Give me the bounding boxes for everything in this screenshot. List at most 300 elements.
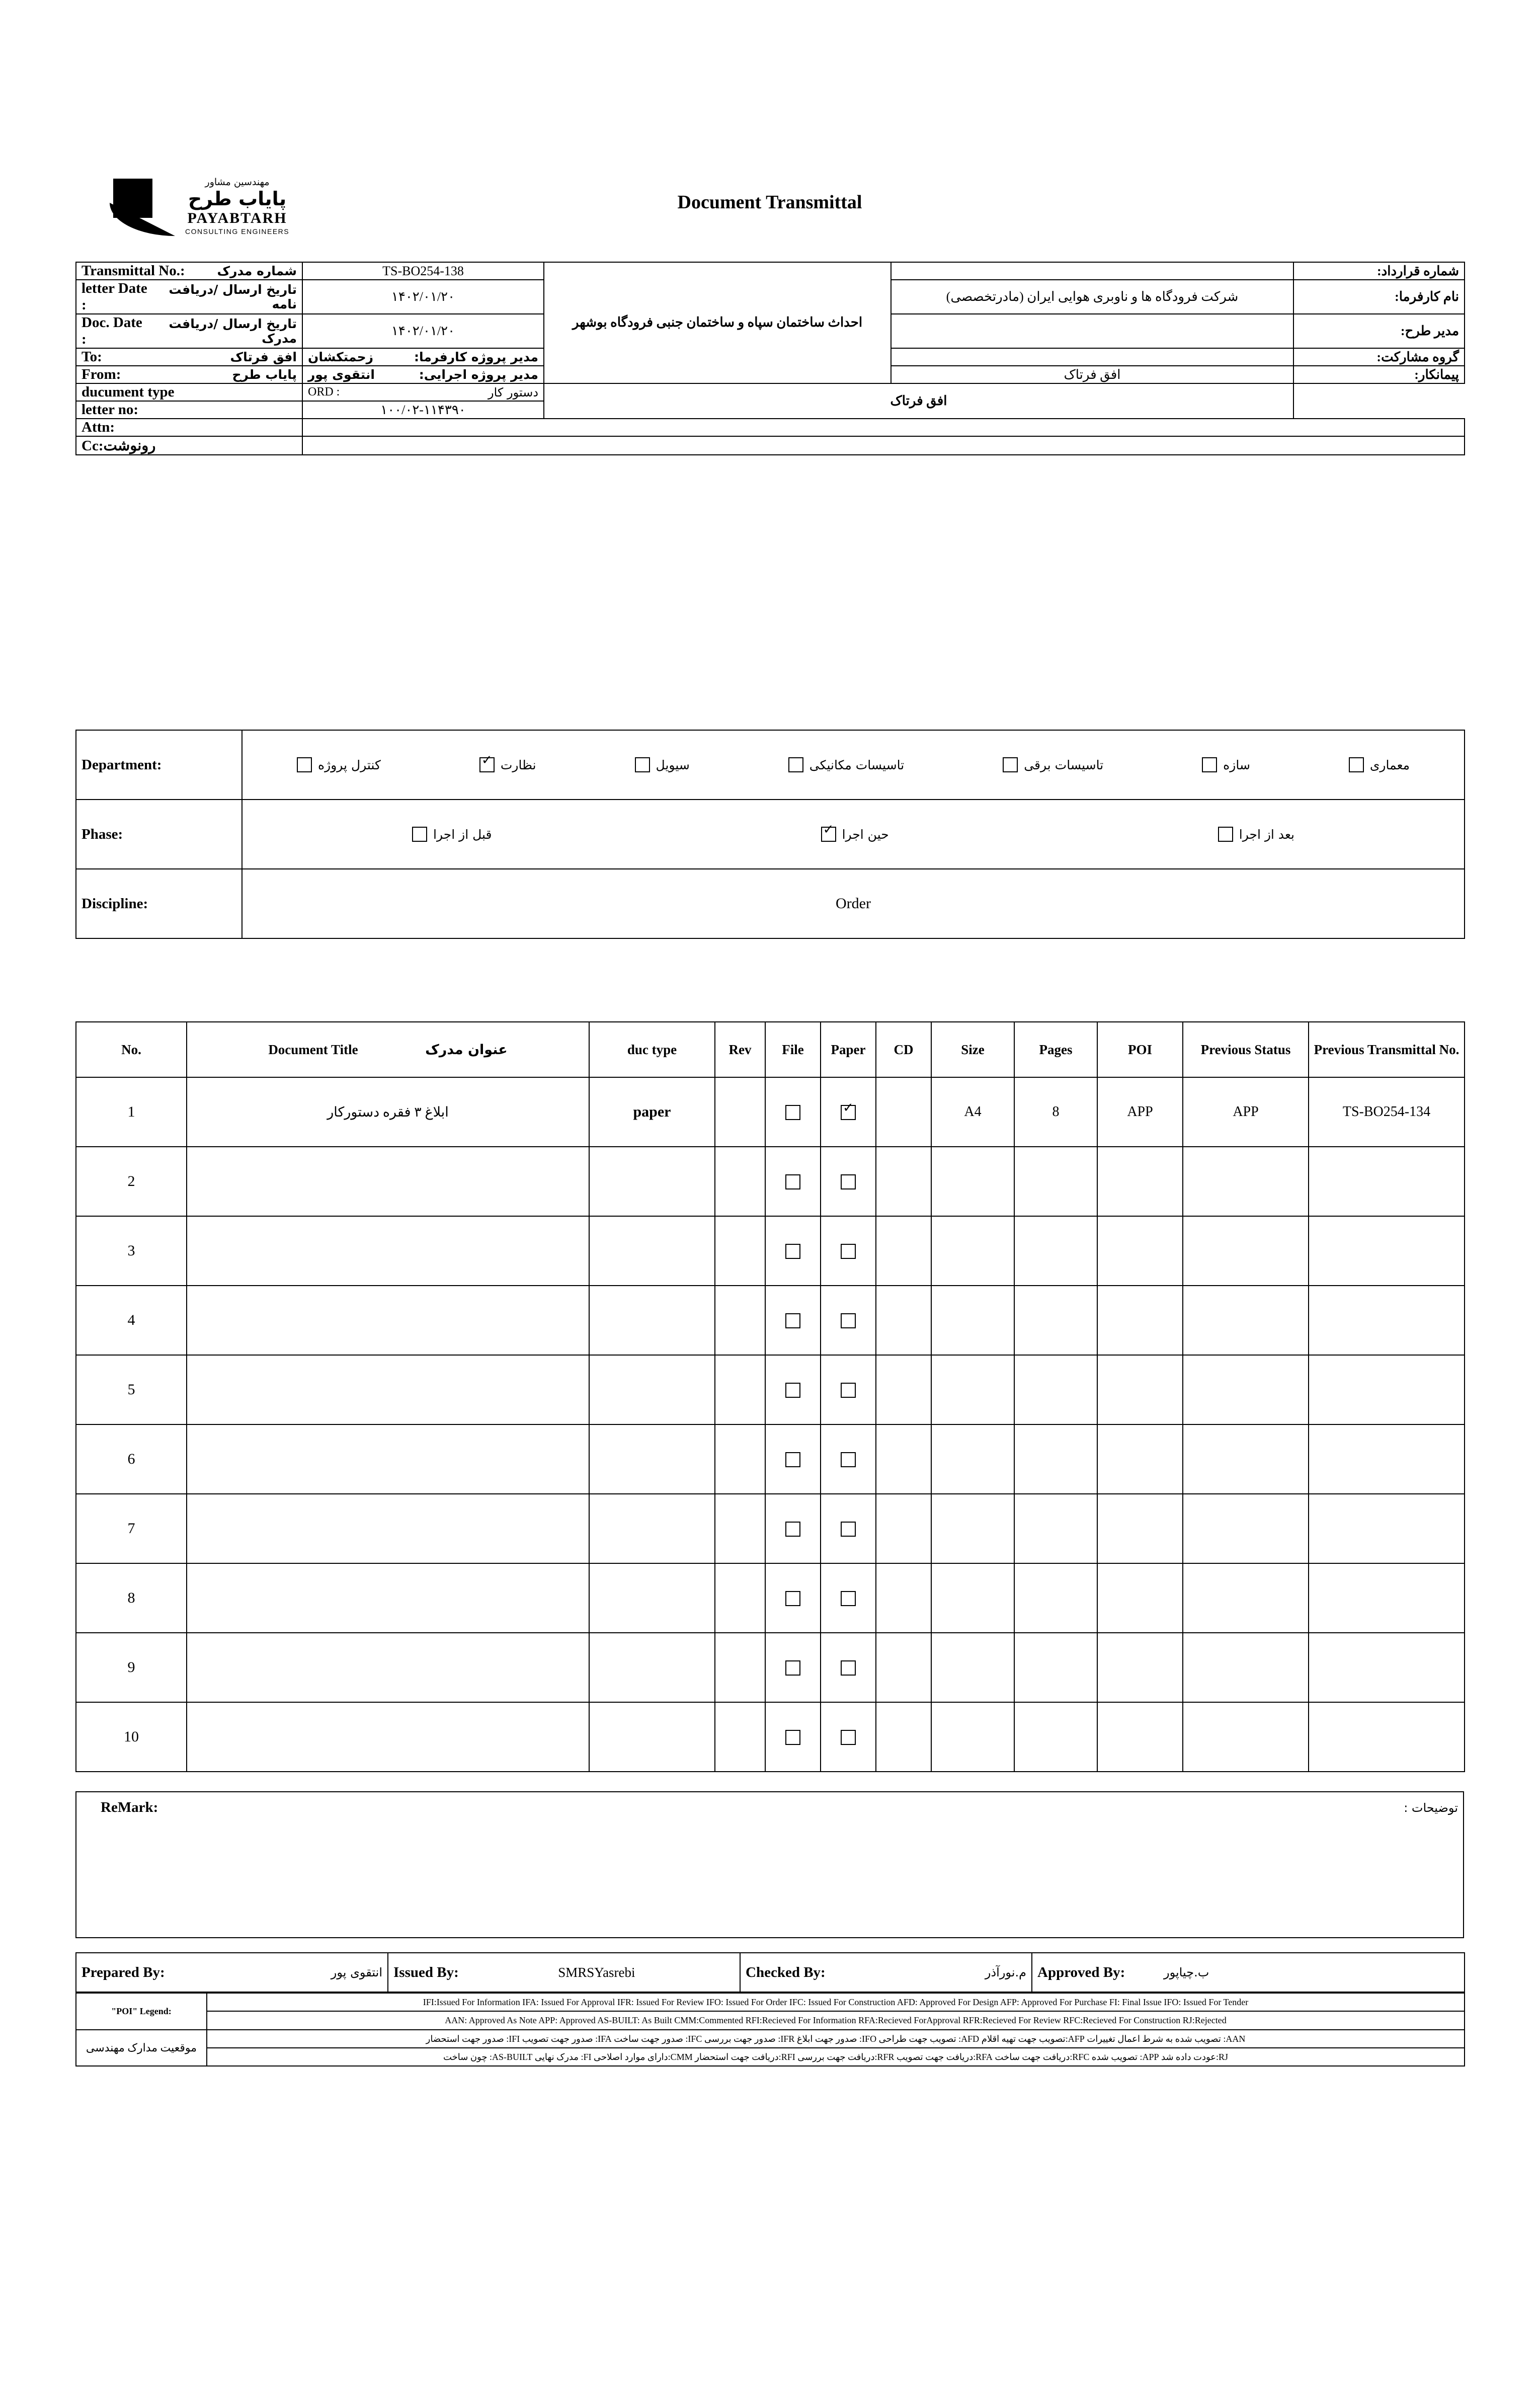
legend-poi-title: "POI" Legend: — [76, 1993, 207, 2030]
from-label-en: From: — [82, 366, 121, 382]
document-type-fa: دستور کار — [488, 385, 538, 400]
department-option-label: کنترل پروژه — [318, 757, 381, 772]
header-pages: Pages — [1014, 1022, 1097, 1077]
cell-transmittal-no-label — [76, 262, 302, 280]
prepared-by-cell — [76, 1953, 388, 1992]
row-no: 10 — [76, 1702, 187, 1772]
cell-employer-value: شرکت فرودگاه ها و ناوبری هوایی ایران (مادرتخصصی) — [891, 280, 1293, 314]
table-row — [76, 1633, 1465, 1702]
row-previous-status — [1183, 1702, 1309, 1772]
legend-status-row — [76, 2030, 1465, 2048]
checkbox-after-execution[interactable] — [1218, 827, 1233, 842]
cell-to-value — [302, 348, 544, 366]
legend-poi-row — [76, 1993, 1465, 2011]
cell-attn-label — [76, 419, 302, 436]
department-option-civil[interactable] — [635, 757, 690, 772]
row-poi — [1097, 1702, 1183, 1772]
row-cd — [876, 1216, 931, 1286]
row-previous-status: APP — [1183, 1077, 1309, 1147]
row-cd — [876, 1633, 931, 1702]
checkbox-during-execution[interactable] — [821, 827, 836, 842]
row-duc-type — [589, 1216, 715, 1286]
table-row — [76, 1286, 1465, 1355]
row-poi — [1097, 1286, 1183, 1355]
doc-date-label-fa: تاریخ ارسال /دریافت مدرک — [169, 316, 297, 346]
checkbox-memari[interactable] — [1349, 757, 1364, 772]
row-file-checkbox-cell — [765, 1494, 821, 1563]
row-file-checkbox-cell — [765, 1563, 821, 1633]
remark-cell[interactable] — [76, 1792, 1464, 1938]
row-rev — [715, 1633, 765, 1702]
checkbox-paper[interactable] — [841, 1452, 856, 1467]
info-row-cc — [76, 436, 1465, 455]
table-row — [76, 1216, 1465, 1286]
row-title — [187, 1216, 589, 1286]
table-row — [76, 1147, 1465, 1216]
department-label-cell — [76, 730, 242, 800]
legend-line-2: AAN: Approved As Note APP: Approved AS-BUILT: As Built CMM:Commented RFI:Recieved For Information RFA:Recieved ForApproval RFR:Recieved For Review RFC:Recieved For Construction RJ:Rejected — [207, 2011, 1465, 2029]
cell-project-title: احداث ساختمان سپاه و ساختمان جنبی فرودگاه بوشهر — [544, 262, 891, 383]
remark-table — [75, 1791, 1464, 1938]
approved-by-label: Approved By: — [1037, 1964, 1125, 1980]
header-paper: Paper — [821, 1022, 876, 1077]
row-paper-checkbox-cell — [821, 1286, 876, 1355]
checkbox-file[interactable] — [785, 1105, 800, 1120]
row-title — [187, 1286, 589, 1355]
row-previous-transmittal — [1309, 1147, 1465, 1216]
checkbox-sazeh[interactable] — [1202, 757, 1217, 772]
row-size — [931, 1633, 1014, 1702]
header-previous-status: Previous Status — [1183, 1022, 1309, 1077]
row-previous-transmittal — [1309, 1286, 1465, 1355]
documents-table — [75, 1021, 1465, 1772]
row-previous-transmittal — [1309, 1424, 1465, 1494]
header-poi: POI — [1097, 1022, 1183, 1077]
checkbox-file[interactable] — [785, 1730, 800, 1745]
cell-transmittal-no-value: TS-BO254-138 — [302, 262, 544, 280]
row-poi — [1097, 1355, 1183, 1424]
department-row — [76, 730, 1465, 800]
logo-line-2: پایاب طرح — [188, 187, 287, 210]
discipline-row — [76, 869, 1465, 938]
row-size — [931, 1216, 1014, 1286]
row-poi — [1097, 1633, 1183, 1702]
department-label: Department: — [82, 756, 162, 773]
letter-date-label-en: letter Date : — [82, 280, 147, 313]
row-cd — [876, 1424, 931, 1494]
issued-by-label: Issued By: — [393, 1964, 459, 1980]
doc-date-label-en: Doc. Date : — [82, 314, 142, 347]
department-option-label: تاسیسات مکانیکی — [809, 757, 905, 772]
checkbox-paper[interactable] — [841, 1522, 856, 1537]
row-pages — [1014, 1216, 1097, 1286]
legend-status-row-2 — [76, 2048, 1465, 2066]
checkbox-paper[interactable] — [841, 1591, 856, 1606]
row-previous-transmittal — [1309, 1702, 1465, 1772]
row-previous-transmittal — [1309, 1633, 1465, 1702]
checkbox-file[interactable] — [785, 1383, 800, 1398]
department-option-memari[interactable] — [1349, 757, 1410, 772]
prepared-by-value: انتقوی پور — [331, 1965, 382, 1979]
checkbox-paper[interactable] — [841, 1383, 856, 1398]
transmittal-no-label-en: Transmittal No.: — [82, 263, 185, 279]
row-rev — [715, 1147, 765, 1216]
department-options-cell — [242, 730, 1465, 800]
cell-document-type-value — [302, 383, 544, 401]
row-size: A4 — [931, 1077, 1014, 1147]
row-rev — [715, 1077, 765, 1147]
approved-by-value: ب.چیاپور — [1164, 1965, 1209, 1979]
phase-options-cell — [242, 800, 1465, 869]
checkbox-paper[interactable] — [841, 1313, 856, 1328]
row-previous-status — [1183, 1633, 1309, 1702]
phase-option-label: حین اجرا — [842, 827, 889, 842]
checkbox-mechanical[interactable] — [788, 757, 803, 772]
letter-date-label-fa: تاریخ ارسال /دریافت نامه — [169, 282, 297, 311]
remark-label-en: ReMark: — [101, 1799, 158, 1815]
issued-by-value: SMRSYasrebi — [558, 1964, 635, 1980]
phase-row — [76, 800, 1465, 869]
legend-line-4: RJ:عودت داده شد APP: تصویب شده RFC:دریافت جهت ساخت RFA:دریافت جهت تصویب RFR:دریافت جهت بررسی RFI:دریافت جهت استحضار CMM:دارای موارد اصلاحی FI: مدرک نهایی AS-BUILT: چون ساخت — [207, 2048, 1465, 2066]
row-previous-status — [1183, 1216, 1309, 1286]
row-size — [931, 1563, 1014, 1633]
row-paper-checkbox-cell — [821, 1077, 876, 1147]
cell-doc-date-value: ۱۴۰۲/۰۱/۲۰ — [302, 314, 544, 348]
from-person: انتقوی پور — [308, 367, 375, 382]
cell-doc-date-label — [76, 314, 302, 348]
checkbox-file[interactable] — [785, 1244, 800, 1259]
checkbox-file[interactable] — [785, 1174, 800, 1189]
row-file-checkbox-cell — [765, 1077, 821, 1147]
row-paper-checkbox-cell — [821, 1147, 876, 1216]
row-poi — [1097, 1147, 1183, 1216]
row-previous-status — [1183, 1494, 1309, 1563]
department-option-label: سیویل — [656, 757, 690, 772]
cell-attn-value — [302, 419, 1465, 436]
header-no: No. — [76, 1022, 187, 1077]
checkbox-paper[interactable] — [841, 1244, 856, 1259]
header-duc-type: duc type — [589, 1022, 715, 1077]
row-cd — [876, 1077, 931, 1147]
legend-line-3: AAN: تصویب شده به شرط اعمال تغییرات AFP:تصویب جهت تهیه اقلام AFD: تصویب جهت طراحی IFO: صدور جهت ابلاغ IFR: صدور جهت بررسی IFC: صدور جهت ساخت IFA: صدور جهت تصویب IFI: صدور جهت استحضار — [207, 2030, 1465, 2048]
row-file-checkbox-cell — [765, 1147, 821, 1216]
to-company: افق فرتاک — [230, 350, 297, 364]
cell-letter-no-value: ۱۰۰/۰۲-۱۱۴۳۹۰ — [302, 401, 544, 419]
cell-from-label — [76, 366, 302, 383]
header-previous-transmittal: Previous Transmittal No. — [1309, 1022, 1465, 1077]
row-size — [931, 1424, 1014, 1494]
checkbox-project-control[interactable] — [297, 757, 312, 772]
department-option-label: نظارت — [500, 757, 536, 772]
row-paper-checkbox-cell — [821, 1216, 876, 1286]
legend-status-title: موقعیت مدارک مهندسی — [76, 2030, 207, 2066]
row-duc-type — [589, 1702, 715, 1772]
row-size — [931, 1286, 1014, 1355]
checkbox-file[interactable] — [785, 1591, 800, 1606]
phase-option-label: قبل از اجرا — [433, 827, 492, 842]
row-poi — [1097, 1216, 1183, 1286]
checkbox-paper[interactable] — [841, 1174, 856, 1189]
row-size — [931, 1702, 1014, 1772]
row-no: 9 — [76, 1633, 187, 1702]
cell-letter-no-label — [76, 401, 302, 419]
header-document-title — [187, 1022, 589, 1077]
row-duc-type — [589, 1424, 715, 1494]
row-no: 4 — [76, 1286, 187, 1355]
phase-option-during[interactable] — [821, 827, 889, 842]
header-file: File — [765, 1022, 821, 1077]
row-file-checkbox-cell — [765, 1424, 821, 1494]
cell-document-type-label — [76, 383, 302, 401]
letter-no-label-en: letter no: — [82, 402, 138, 418]
phase-options — [248, 827, 1459, 842]
department-option-label: معماری — [1369, 757, 1410, 772]
department-option-label: سازه — [1223, 757, 1250, 772]
phase-option-after[interactable] — [1218, 827, 1294, 842]
header-cd: CD — [876, 1022, 931, 1077]
row-duc-type — [589, 1355, 715, 1424]
row-pages — [1014, 1355, 1097, 1424]
row-previous-transmittal: TS-BO254-134 — [1309, 1077, 1465, 1147]
page-header — [75, 161, 1464, 257]
department-option-mechanical[interactable] — [788, 757, 904, 772]
row-file-checkbox-cell — [765, 1286, 821, 1355]
row-no: 3 — [76, 1216, 187, 1286]
row-title — [187, 1563, 589, 1633]
row-poi: APP — [1097, 1077, 1183, 1147]
checkbox-file[interactable] — [785, 1522, 800, 1537]
checkbox-file[interactable] — [785, 1660, 800, 1676]
row-cd — [876, 1147, 931, 1216]
row-paper-checkbox-cell — [821, 1494, 876, 1563]
discipline-label: Discipline: — [82, 895, 148, 912]
row-file-checkbox-cell — [765, 1355, 821, 1424]
header-document-title-fa: عنوان مدرک — [425, 1042, 508, 1058]
row-size — [931, 1494, 1014, 1563]
table-row — [76, 1702, 1465, 1772]
checked-by-value: م.نورآذر — [985, 1965, 1026, 1979]
cell-contractor-label: پیمانکار: — [1293, 366, 1465, 383]
header-document-title-en: Document Title — [268, 1042, 358, 1057]
logo-line-1: مهندسين مشاور — [205, 176, 270, 188]
row-duc-type — [589, 1494, 715, 1563]
row-duc-type — [589, 1147, 715, 1216]
row-file-checkbox-cell — [765, 1702, 821, 1772]
row-no: 6 — [76, 1424, 187, 1494]
row-rev — [715, 1355, 765, 1424]
table-row — [76, 1563, 1465, 1633]
checkbox-paper[interactable] — [841, 1105, 856, 1120]
row-duc-type — [589, 1563, 715, 1633]
page-title: Document Transmittal — [677, 192, 862, 213]
row-title — [187, 1633, 589, 1702]
checked-by-label: Checked By: — [746, 1964, 826, 1980]
cell-project-manager-label: مدیر طرح: — [1293, 314, 1465, 348]
row-previous-transmittal — [1309, 1355, 1465, 1424]
checkbox-electrical[interactable] — [1003, 757, 1018, 772]
prepared-by-label: Prepared By: — [82, 1964, 165, 1980]
remark-label-fa: توضیحات : — [1404, 1800, 1458, 1815]
row-previous-status — [1183, 1424, 1309, 1494]
row-file-checkbox-cell — [765, 1633, 821, 1702]
signatures-row — [76, 1953, 1465, 1992]
row-previous-status — [1183, 1563, 1309, 1633]
checkbox-file[interactable] — [785, 1452, 800, 1467]
row-pages: 8 — [1014, 1077, 1097, 1147]
row-rev — [715, 1563, 765, 1633]
issued-by-cell — [388, 1953, 740, 1992]
phase-option-label: بعد از اجرا — [1239, 827, 1294, 842]
checkbox-before-execution[interactable] — [412, 827, 427, 842]
row-no: 5 — [76, 1355, 187, 1424]
row-pages — [1014, 1633, 1097, 1702]
from-company: پایاب طرح — [232, 367, 297, 382]
row-file-checkbox-cell — [765, 1216, 821, 1286]
row-cd — [876, 1494, 931, 1563]
row-previous-status — [1183, 1147, 1309, 1216]
row-title — [187, 1355, 589, 1424]
row-duc-type — [589, 1633, 715, 1702]
row-cd — [876, 1702, 931, 1772]
phase-label-cell — [76, 800, 242, 869]
document-type-label-en: ducument type — [82, 384, 175, 400]
logo-line-3: PAYABTARH — [187, 210, 287, 227]
checkbox-paper[interactable] — [841, 1660, 856, 1676]
row-previous-transmittal — [1309, 1563, 1465, 1633]
row-cd — [876, 1563, 931, 1633]
row-rev — [715, 1702, 765, 1772]
cell-from-value — [302, 366, 544, 383]
checkbox-supervision[interactable] — [479, 757, 495, 772]
row-title — [187, 1702, 589, 1772]
transmittal-no-label-fa: شماره مدرک — [217, 264, 297, 278]
transmittal-info-table — [75, 262, 1465, 455]
attn-label-en: Attn: — [82, 419, 115, 435]
row-paper-checkbox-cell — [821, 1702, 876, 1772]
row-pages — [1014, 1147, 1097, 1216]
row-duc-type — [589, 1286, 715, 1355]
checkbox-civil[interactable] — [635, 757, 650, 772]
row-poi — [1097, 1563, 1183, 1633]
legend-poi-row-2 — [76, 2011, 1465, 2029]
classification-table — [75, 730, 1465, 939]
legend-line-1: IFI:Issued For Information IFA: Issued For Approval IFR: Issued For Review IFO: Issued For Order IFC: Issued For Construction AFD: Approved For Design AFP: Approved For Purchase FI: Final Issue IFO: Issued For Tender — [207, 1993, 1465, 2011]
row-previous-status — [1183, 1286, 1309, 1355]
logo-line-4: CONSULTING ENGINEERS — [185, 227, 290, 235]
row-poi — [1097, 1424, 1183, 1494]
approved-by-cell — [1032, 1953, 1465, 1992]
department-option-supervision[interactable] — [479, 757, 536, 772]
row-size — [931, 1147, 1014, 1216]
discipline-label-cell — [76, 869, 242, 938]
row-cd — [876, 1286, 931, 1355]
to-person: زحمتکشان — [308, 350, 374, 364]
row-previous-transmittal — [1309, 1216, 1465, 1286]
row-pages — [1014, 1494, 1097, 1563]
row-title — [187, 1494, 589, 1563]
row-title — [187, 1147, 589, 1216]
row-duc-type: paper — [589, 1077, 715, 1147]
cell-project-manager-value — [891, 314, 1293, 348]
row-previous-transmittal — [1309, 1494, 1465, 1563]
row-pages — [1014, 1286, 1097, 1355]
to-role: مدیر پروژه کارفرما: — [414, 350, 538, 364]
legend-table — [75, 1993, 1465, 2066]
header-rev: Rev — [715, 1022, 765, 1077]
row-no: 7 — [76, 1494, 187, 1563]
table-row — [76, 1077, 1465, 1147]
checkbox-paper[interactable] — [841, 1730, 856, 1745]
row-pages — [1014, 1563, 1097, 1633]
row-rev — [715, 1286, 765, 1355]
row-paper-checkbox-cell — [821, 1633, 876, 1702]
to-label-en: To: — [82, 349, 102, 365]
row-rev — [715, 1424, 765, 1494]
document-type-code: ORD : — [308, 385, 340, 399]
from-role: مدیر پروژه اجرایی: — [419, 367, 538, 382]
table-row — [76, 1355, 1465, 1424]
department-option-project-control[interactable] — [297, 757, 381, 772]
department-options — [248, 757, 1459, 772]
row-pages — [1014, 1424, 1097, 1494]
row-title: ابلاغ ۳ فقره دستورکار — [187, 1077, 589, 1147]
cell-contract-no-label: شماره قرارداد: — [1293, 262, 1465, 280]
row-no: 2 — [76, 1147, 187, 1216]
row-paper-checkbox-cell — [821, 1563, 876, 1633]
discipline-value: Order — [242, 869, 1465, 938]
row-no: 1 — [76, 1077, 187, 1147]
department-option-label: تاسیسات برقی — [1024, 757, 1104, 772]
signatures-table — [75, 1952, 1465, 1993]
cell-contractor-value: افق فرتاک — [891, 366, 1293, 383]
cell-jv-value — [891, 348, 1293, 366]
cell-cc-value — [302, 436, 1465, 455]
phase-label: Phase: — [82, 826, 123, 842]
cell-contract-no-value — [891, 262, 1293, 280]
cell-jv-label: گروه مشارکت: — [1293, 348, 1465, 366]
row-pages — [1014, 1702, 1097, 1772]
row-paper-checkbox-cell — [821, 1424, 876, 1494]
remark-row — [76, 1792, 1464, 1938]
cc-label-en: Cc:رونوشت — [82, 438, 156, 454]
info-row-attn — [76, 419, 1465, 436]
checkbox-file[interactable] — [785, 1313, 800, 1328]
row-cd — [876, 1355, 931, 1424]
cell-cc-label — [76, 436, 302, 455]
department-option-sazeh[interactable] — [1202, 757, 1250, 772]
cell-employer-label: نام کارفرما: — [1293, 280, 1465, 314]
row-no: 8 — [76, 1563, 187, 1633]
header-size: Size — [931, 1022, 1014, 1077]
row-rev — [715, 1494, 765, 1563]
department-option-electrical[interactable] — [1003, 757, 1103, 772]
cell-to-label — [76, 348, 302, 366]
table-row — [76, 1424, 1465, 1494]
row-title — [187, 1424, 589, 1494]
row-previous-status — [1183, 1355, 1309, 1424]
info-row-transmittal-no — [76, 262, 1465, 280]
cell-letter-date-label — [76, 280, 302, 314]
info-row-document-type — [76, 383, 1465, 401]
cell-contractor-name-merged: افق فرتاک — [544, 383, 1293, 419]
row-paper-checkbox-cell — [821, 1355, 876, 1424]
row-size — [931, 1355, 1014, 1424]
row-rev — [715, 1216, 765, 1286]
cell-letter-date-value: ۱۴۰۲/۰۱/۲۰ — [302, 280, 544, 314]
phase-option-before[interactable] — [412, 827, 492, 842]
documents-table-header-row — [76, 1022, 1465, 1077]
checked-by-cell — [740, 1953, 1032, 1992]
